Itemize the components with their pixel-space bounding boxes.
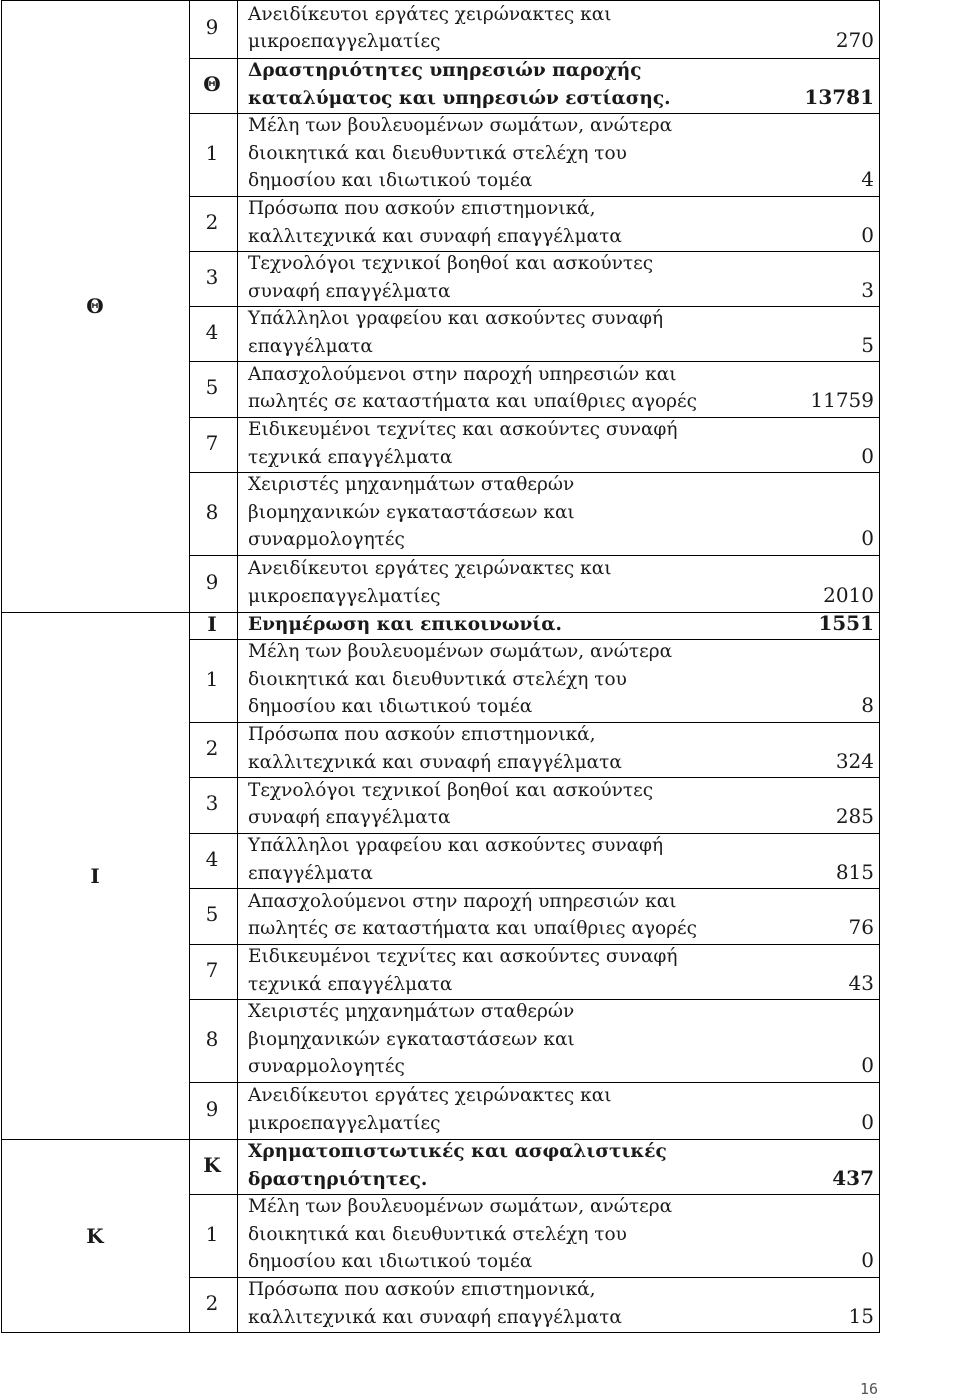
occupation-table (1, 0, 880, 1332)
row-value: 5 (861, 332, 874, 357)
section-label: Θ (86, 294, 104, 318)
row-value: 13781 (804, 84, 874, 109)
row-value: 11759 (810, 388, 874, 412)
row-value: 0 (861, 1248, 874, 1273)
row-description: Τεχνολόγοι τεχνικοί βοηθοί και ασκούντες (248, 253, 654, 274)
row-description: συναρμολογητές (248, 1056, 405, 1078)
row-description: δημοσίου και ιδιωτικού τομέα (248, 170, 533, 192)
row-value: 324 (835, 748, 874, 773)
row-description: Χειριστές μηχανημάτων σταθερών (248, 1001, 575, 1023)
row-code: Θ (203, 71, 221, 96)
row-description: Υπάλληλοι γραφείου και ασκούντες συναφή (248, 835, 664, 856)
row-code: 9 (205, 569, 219, 594)
row-description: δημοσίου και ιδιωτικού τομέα (248, 1251, 533, 1273)
row-description: τεχνικά επαγγέλματα (248, 973, 453, 995)
table-border-vertical (237, 0, 238, 1332)
table-border-vertical (879, 0, 880, 1332)
row-code: 4 (205, 846, 219, 871)
row-code: Ι (207, 611, 217, 636)
row-description: συναφή επαγγέλματα (248, 807, 451, 828)
row-code: 9 (205, 1096, 219, 1121)
row-description: συναφή επαγγέλματα (248, 280, 451, 302)
row-description: επαγγέλματα (248, 862, 373, 884)
table-border-vertical (1, 0, 2, 1332)
row-value: 0 (861, 1053, 874, 1078)
row-code: 3 (205, 791, 219, 815)
row-value: 3 (861, 277, 874, 302)
section-label: Κ (86, 1223, 104, 1248)
row-description: μικροεπαγγελματίες (248, 585, 441, 607)
row-description: διοικητικά και διευθυντικά στελέχη του (248, 668, 627, 690)
row-value: 76 (848, 915, 874, 939)
row-code: 7 (205, 430, 219, 455)
row-description: πωλητές σε καταστήματα και υπαίθριες αγορές (248, 918, 698, 939)
row-description: δημοσίου και ιδιωτικού τομέα (248, 696, 533, 718)
row-value: 815 (835, 859, 874, 884)
row-value: 0 (861, 1109, 874, 1134)
row-description: επαγγέλματα (248, 335, 373, 357)
row-value: 4 (861, 167, 874, 192)
row-value: 437 (832, 1165, 874, 1190)
row-code: 5 (205, 375, 219, 399)
row-description: συναρμολογητές (248, 529, 405, 551)
row-description: Τεχνολόγοι τεχνικοί βοηθοί και ασκούντες (248, 779, 654, 801)
row-description: Πρόσωπα που ασκούν επιστημονικά, (248, 724, 596, 745)
row-value: 8 (861, 693, 874, 718)
row-description: μικροεπαγγελματίες (248, 1112, 441, 1134)
row-value: 270 (835, 28, 874, 52)
row-value: 285 (835, 804, 874, 828)
row-description: Απασχολούμενοι στην παροχή υπηρεσιών και (248, 363, 677, 385)
table-border-horizontal (1, 1332, 880, 1333)
row-description: Ανειδίκευτοι εργάτες χειρώνακτες και (248, 558, 612, 579)
row-description: Μέλη των βουλευομένων σωμάτων, ανώτερα (248, 641, 673, 663)
row-description: Απασχολούμενοι στην παροχή υπηρεσιών και (248, 890, 677, 912)
row-value: 2010 (823, 582, 874, 607)
row-description: καλλιτεχνικά και συναφή επαγγέλματα (248, 225, 622, 247)
row-code: 9 (205, 15, 219, 39)
row-description: Μέλη των βουλευομένων σωμάτων, ανώτερα (248, 115, 673, 137)
row-value: 15 (848, 1303, 874, 1328)
row-description: βιομηχανικών εγκαταστάσεων και (248, 1028, 575, 1050)
row-description: Ενημέρωση και επικοινωνία. (248, 613, 562, 635)
section-label: Ι (90, 863, 100, 888)
page-number: 16 (859, 1380, 878, 1398)
row-description: Πρόσωπα που ασκούν επιστημονικά, (248, 198, 596, 219)
row-description: καταλύματος και υπηρεσιών εστίασης. (248, 87, 671, 109)
row-description: Ειδικευμένοι τεχνίτες και ασκούντες συναφή (248, 946, 678, 967)
row-description: Πρόσωπα που ασκούν επιστημονικά, (248, 1279, 596, 1300)
row-description: μικροεπαγγελματίες (248, 31, 441, 52)
row-code: 1 (205, 666, 219, 691)
row-code: Κ (203, 1152, 221, 1177)
row-code: 2 (205, 1290, 219, 1315)
row-description: διοικητικά και διευθυντικά στελέχη του (248, 142, 627, 164)
row-description: Ειδικευμένοι τεχνίτες και ασκούντες συναφή (248, 419, 678, 440)
row-description: Υπάλληλοι γραφείου και ασκούντες συναφή (248, 308, 664, 329)
table-border-vertical (189, 0, 190, 1332)
row-code: 3 (205, 264, 219, 289)
row-description: διοικητικά και διευθυντικά στελέχη του (248, 1223, 627, 1245)
row-value: 1551 (818, 610, 874, 635)
row-code: 1 (205, 140, 219, 165)
row-description: τεχνικά επαγγέλματα (248, 446, 453, 468)
row-description: Ανειδίκευτοι εργάτες χειρώνακτες και (248, 3, 612, 25)
row-description: Ανειδίκευτοι εργάτες χειρώνακτες και (248, 1085, 612, 1106)
row-code: 8 (205, 1026, 219, 1051)
row-description: Χρηματοπιστωτικές και ασφαλιστικές (248, 1141, 667, 1162)
row-value: 0 (861, 526, 874, 551)
row-description: Μέλη των βουλευομένων σωμάτων, ανώτερα (248, 1196, 673, 1218)
row-description: Δραστηριότητες υπηρεσιών παροχής (248, 60, 642, 81)
row-code: 2 (205, 209, 219, 234)
row-code: 1 (205, 1221, 219, 1246)
row-description: καλλιτεχνικά και συναφή επαγγέλματα (248, 1306, 622, 1328)
row-value: 0 (861, 222, 874, 247)
row-code: 7 (205, 957, 219, 982)
row-description: Χειριστές μηχανημάτων σταθερών (248, 474, 575, 496)
row-description: δραστηριότητες. (248, 1168, 428, 1190)
row-description: καλλιτεχνικά και συναφή επαγγέλματα (248, 751, 622, 773)
row-code: 5 (205, 902, 219, 926)
row-value: 0 (861, 443, 874, 468)
row-code: 4 (205, 319, 219, 344)
row-description: βιομηχανικών εγκαταστάσεων και (248, 501, 575, 523)
row-value: 43 (848, 970, 874, 995)
row-description: πωλητές σε καταστήματα και υπαίθριες αγορές (248, 391, 698, 412)
row-code: 2 (205, 735, 219, 760)
row-code: 8 (205, 499, 219, 524)
